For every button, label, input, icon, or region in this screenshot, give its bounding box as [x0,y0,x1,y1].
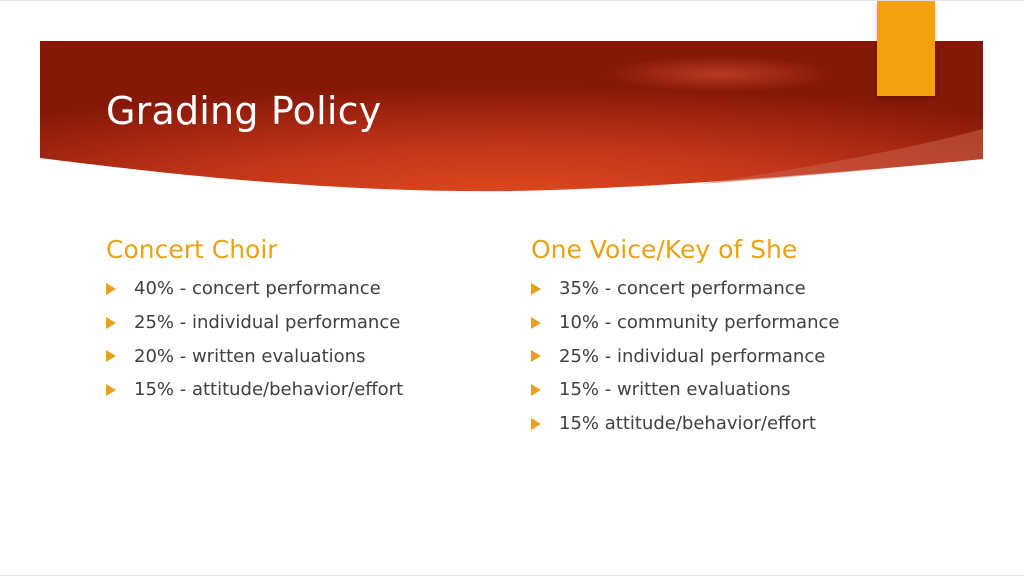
triangle-right-icon [106,384,116,396]
one-voice-list [531,272,931,440]
list-item-text: 15% attitude/behavior/effort [559,413,816,435]
list-item-text: 25% - individual performance [134,312,401,334]
list-item [531,306,931,340]
triangle-right-icon [531,384,541,396]
list-item-text: 20% - written evaluations [134,345,366,367]
list-item [531,373,931,407]
triangle-right-icon [531,350,541,362]
list-item-text: 35% - concert performance [559,278,806,300]
list-item [106,306,486,340]
triangle-right-icon [531,317,541,329]
concert-choir-list [106,272,486,407]
list-item-text: 40% - concert performance [134,278,381,300]
triangle-right-icon [531,418,541,430]
list-item [531,407,931,441]
triangle-right-icon [106,350,116,362]
list-item [531,339,931,373]
list-item-text: 15% - written evaluations [559,379,791,401]
list-item-text: 25% - individual performance [559,345,826,367]
triangle-right-icon [106,317,116,329]
list-item-text: 15% - attitude/behavior/effort [134,379,404,401]
list-item-text: 10% - community performance [559,312,840,334]
slide-title: Grading Policy [106,89,382,133]
list-item [531,272,931,306]
list-item [106,373,486,407]
column-heading-concert-choir: Concert Choir [106,235,278,264]
triangle-right-icon [531,283,541,295]
one-voice-column [531,235,931,440]
concert-choir-column [106,235,486,407]
accent-tab [877,1,935,96]
column-heading-one-voice: One Voice/Key of She [531,235,798,264]
list-item [106,339,486,373]
triangle-right-icon [106,283,116,295]
list-item [106,272,486,306]
